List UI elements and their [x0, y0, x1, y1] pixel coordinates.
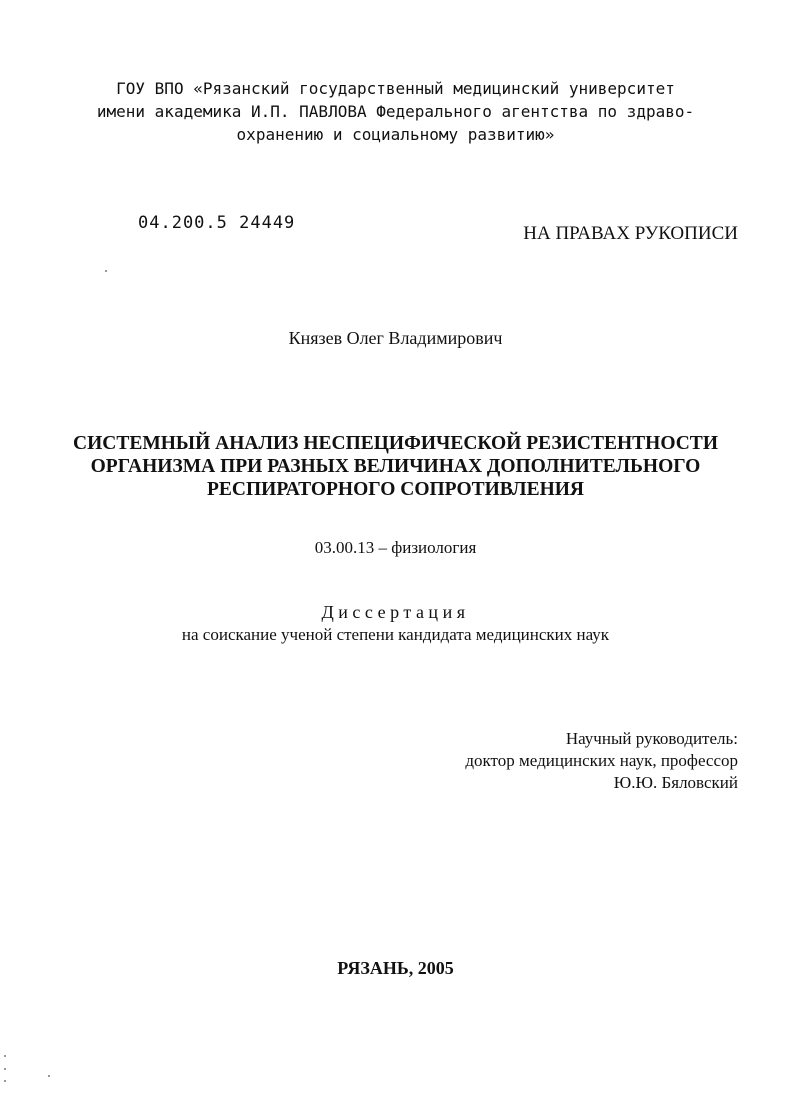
supervisor-label: Научный руководитель: — [565, 729, 738, 748]
supervisor-block — [465, 728, 738, 794]
title-line: СИСТЕМНЫЙ АНАЛИЗ НЕСПЕЦИФИЧЕСКОЙ РЕЗИСТЕНТНОСТИ — [73, 433, 718, 454]
institution-line: охранению и социальному развитию» — [236, 125, 555, 144]
institution-line: ГОУ ВПО «Рязанский государственный медицинский университет — [116, 79, 675, 98]
library-stamp-number: 04.200.5 24449 — [138, 213, 296, 233]
title-line: РЕСПИРАТОРНОГО СОПРОТИВЛЕНИЯ — [206, 479, 585, 500]
specialty-code: 03.00.13 – физиология — [314, 538, 477, 557]
degree-statement: на соискание ученой степени кандидата медицинских наук — [181, 625, 610, 644]
title-line: ОРГАНИЗМА ПРИ РАЗНЫХ ВЕЛИЧИНАХ ДОПОЛНИТЕЛЬНОГО — [90, 456, 701, 477]
scan-speck — [105, 270, 107, 272]
document-type: Диссертация — [321, 602, 470, 622]
scan-speck — [4, 1080, 6, 1082]
scan-speck — [48, 1075, 50, 1077]
scan-speck — [4, 1055, 6, 1057]
city-year: РЯЗАНЬ, 2005 — [337, 958, 454, 978]
supervisor-rank: доктор медицинских наук, профессор — [465, 751, 738, 770]
institution-header — [0, 77, 791, 146]
institution-line: имени академика И.П. ПАВЛОВА Федерального агентства по здраво- — [96, 102, 695, 121]
scan-speck — [4, 1068, 6, 1070]
rights-label: НА ПРАВАХ РУКОПИСИ — [523, 223, 738, 244]
supervisor-name: Ю.Ю. Бяловский — [613, 773, 738, 792]
author-name: Князев Олег Владимирович — [288, 328, 503, 348]
dissertation-title — [0, 432, 791, 501]
